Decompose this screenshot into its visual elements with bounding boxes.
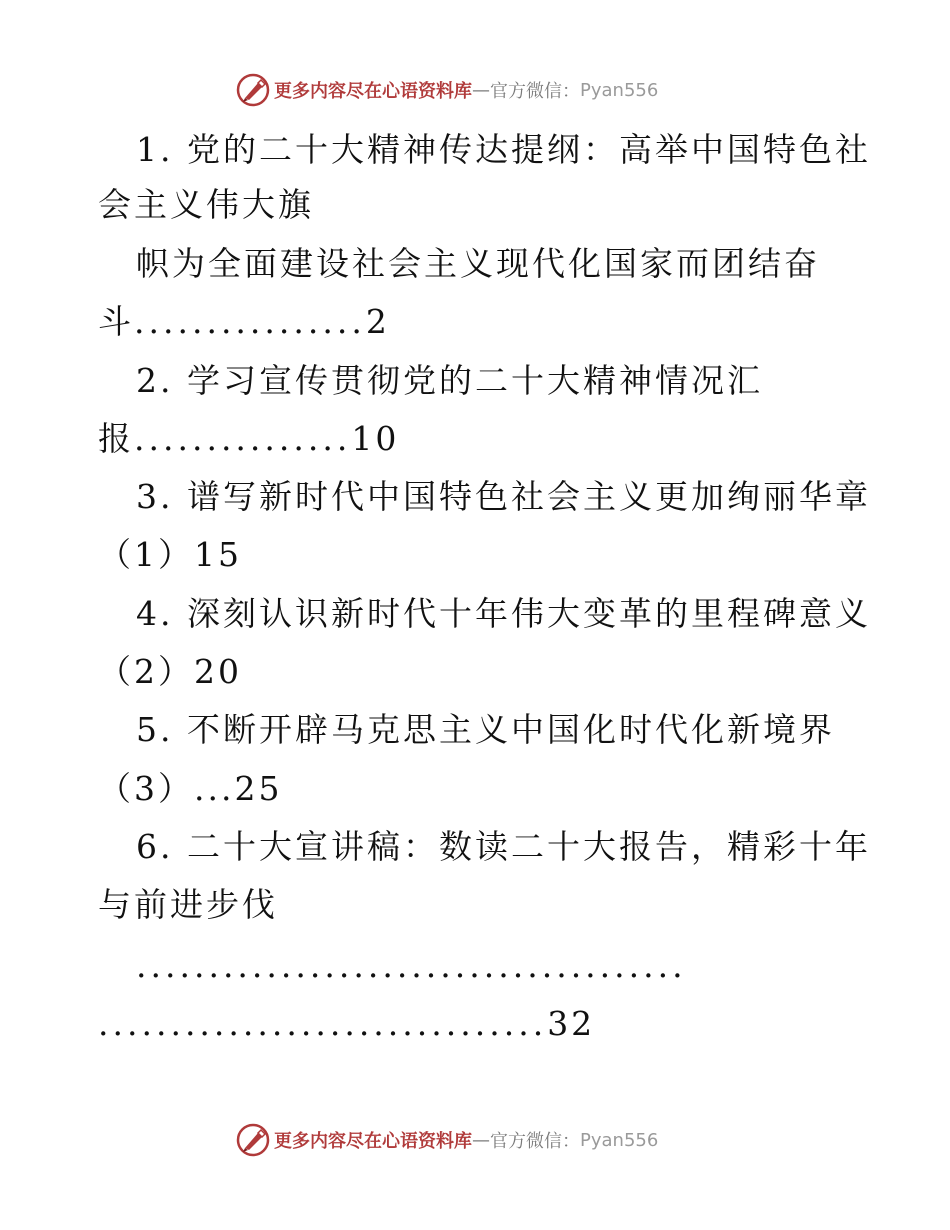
banner-wechat-label: 官方微信： <box>490 81 580 102</box>
pen-logo-icon <box>236 1123 270 1157</box>
banner-wechat-label: 官方微信： <box>490 1131 580 1152</box>
banner-wechat-id: Pyan556 <box>580 79 659 101</box>
toc-entry-6-line-2: 与前进步伐 <box>98 885 278 924</box>
toc-entry-1-line-3: 帜为全面建设社会主义现代化国家而团结奋 <box>136 244 820 283</box>
banner-wechat-id: Pyan556 <box>580 1129 659 1151</box>
toc-entry-1-page: 2 <box>365 302 390 341</box>
toc-entry-5-line-1: 5. 不断开辟马克思主义中国化时代化新境界 <box>136 710 835 749</box>
toc-entry-6-leader-dots-2: ............................... <box>98 1004 548 1043</box>
footer-watermark-banner <box>236 1122 658 1158</box>
toc-entry-3-line-2: （1）15 <box>98 535 242 574</box>
toc-entry-1-leader-dots: ................ <box>134 302 366 341</box>
toc-entry-2-line-1: 2. 学习宣传贯彻党的二十大精神情况汇 <box>136 361 763 400</box>
toc-entry-2-line-2 <box>98 417 399 461</box>
toc-entry-4-line-2: （2）20 <box>98 652 242 691</box>
toc-entry-5-line-2: （3）...25 <box>98 769 283 808</box>
toc-entry-2-leader-dots: ............... <box>134 419 352 458</box>
pen-logo-icon <box>236 73 270 107</box>
toc-entry-1-line-1: 1. 党的二十大精神传达提纲：高举中国特色社 <box>136 130 871 169</box>
toc-entry-6-leader-dots-1: ...................................... <box>136 946 687 985</box>
toc-entry-1-line-2: 会主义伟大旗 <box>98 185 314 224</box>
toc-entry-3-line-1: 3. 谱写新时代中国特色社会主义更加绚丽华章 <box>136 477 871 516</box>
toc-entry-1-line-4 <box>98 300 390 344</box>
header-watermark-banner <box>236 72 658 108</box>
banner-dash: — <box>472 79 490 101</box>
toc-entry-6-line-1: 6. 二十大宣讲稿：数读二十大报告，精彩十年 <box>136 827 871 866</box>
banner-site-name: 更多内容尽在心语资料库 <box>274 81 472 102</box>
toc-entry-2-page: 10 <box>351 419 400 458</box>
toc-entry-2-text-end: 报 <box>98 419 134 458</box>
toc-entry-4-line-1: 4. 深刻认识新时代十年伟大变革的里程碑意义 <box>136 594 871 633</box>
banner-site-name: 更多内容尽在心语资料库 <box>274 1131 472 1152</box>
toc-entry-6-line-last <box>98 1002 595 1046</box>
toc-entry-1-text-end: 斗 <box>98 302 134 341</box>
toc-entry-6-page: 32 <box>547 1004 596 1043</box>
banner-dash: — <box>472 1129 490 1151</box>
